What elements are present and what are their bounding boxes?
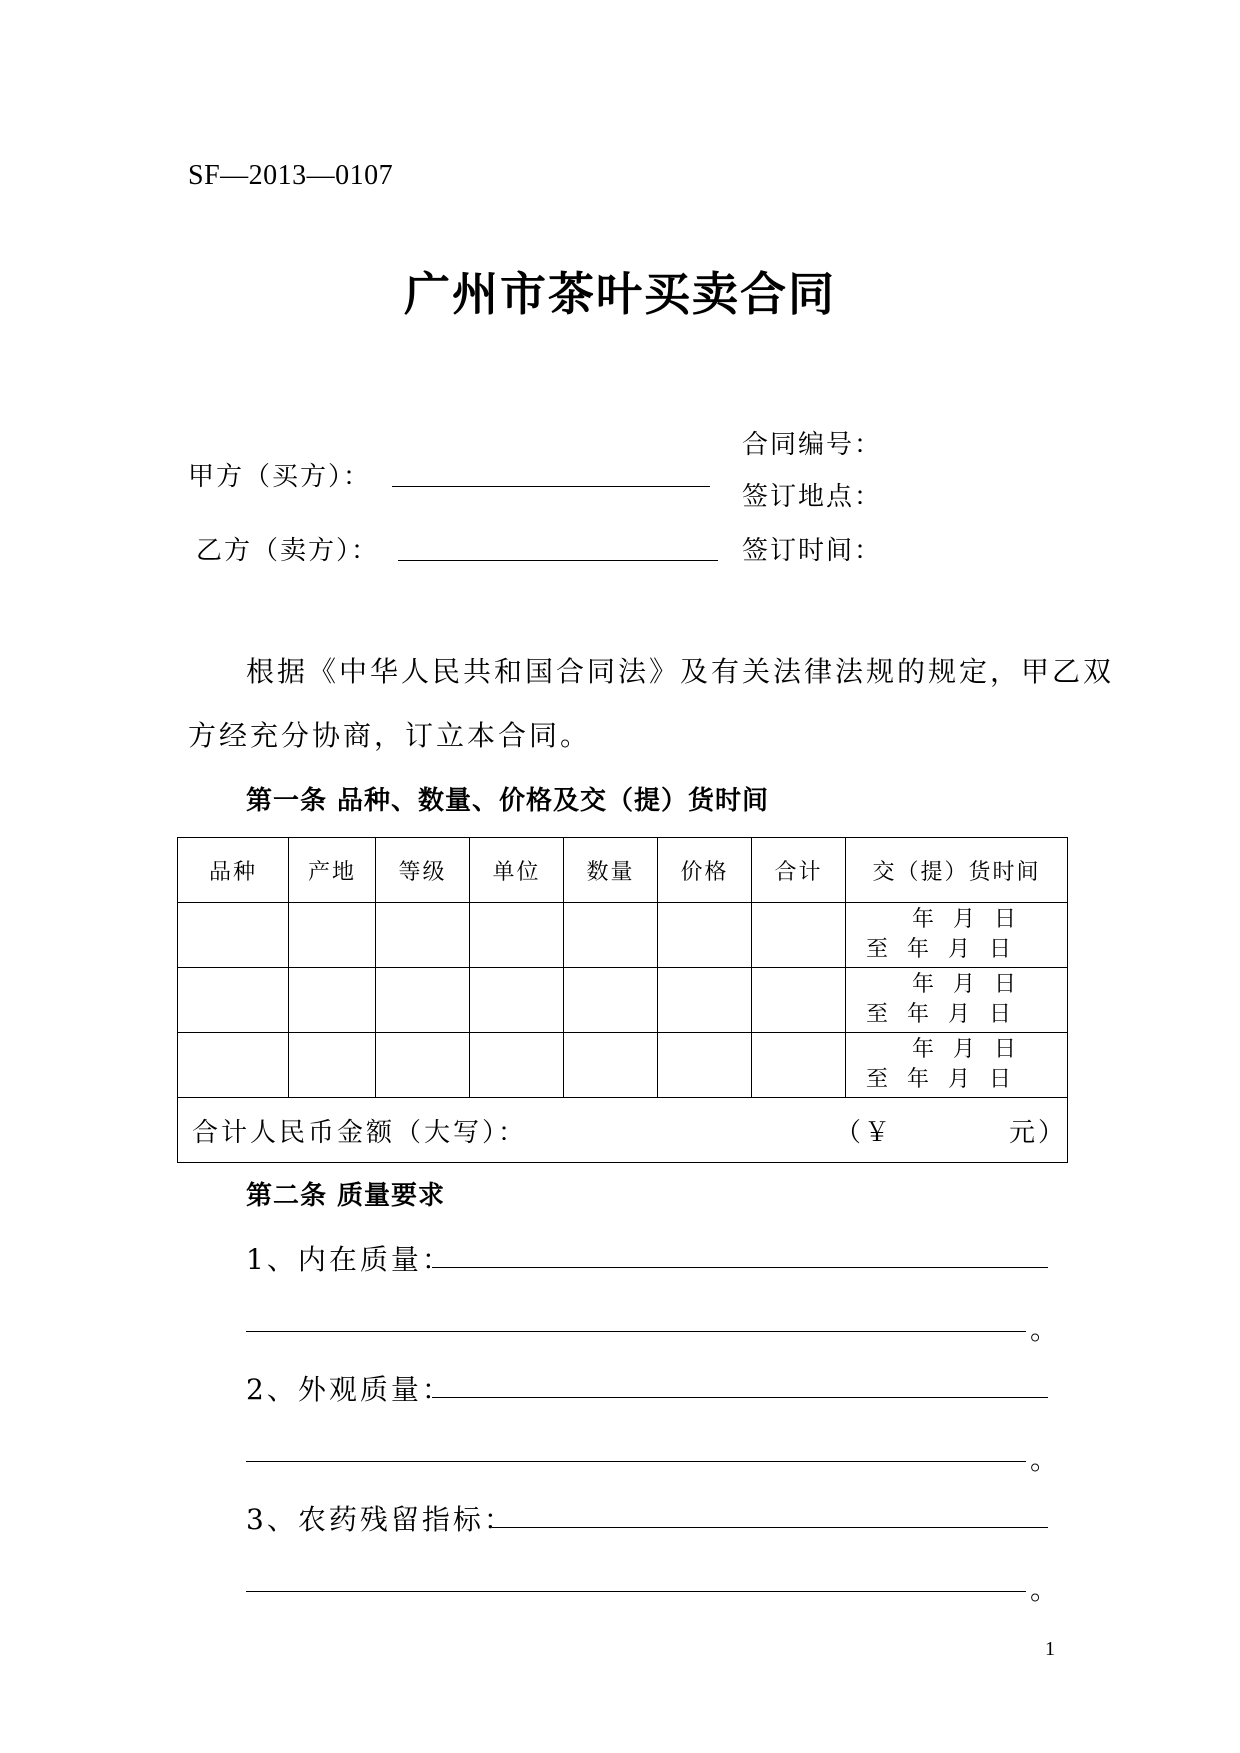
cell-unit[interactable] xyxy=(470,903,564,968)
cell-quantity[interactable] xyxy=(564,1033,658,1098)
total-amount-label: 合计人民币金额（大写）： xyxy=(192,1117,528,1148)
table-row xyxy=(178,1033,1068,1098)
cell-unit[interactable] xyxy=(470,968,564,1033)
cell-subtotal[interactable] xyxy=(752,1033,846,1098)
cell-quantity[interactable] xyxy=(564,903,658,968)
cell-subtotal[interactable] xyxy=(752,903,846,968)
pesticide-residue-blank-2[interactable] xyxy=(246,1591,1026,1592)
cell-delivery-time[interactable] xyxy=(846,1033,1068,1098)
date-from: 年 月 日 xyxy=(912,972,1022,997)
cell-variety[interactable] xyxy=(178,1033,289,1098)
goods-table xyxy=(177,837,1068,1163)
contract-no-label: 合同编号： xyxy=(742,430,883,460)
total-amount-cell[interactable] xyxy=(178,1098,1068,1163)
pesticide-residue-end: 。 xyxy=(1030,1573,1062,1606)
party-b-blank[interactable] xyxy=(398,560,718,561)
preamble-line-2: 方经充分协商，订立本合同。 xyxy=(188,719,592,752)
cell-origin[interactable] xyxy=(289,903,376,968)
intrinsic-quality-blank-2[interactable] xyxy=(246,1331,1026,1332)
contract-title: 广州市茶叶买卖合同 xyxy=(404,267,836,321)
party-b-label: 乙方（卖方）： xyxy=(196,536,380,566)
cell-price[interactable] xyxy=(658,1033,752,1098)
cell-unit[interactable] xyxy=(470,1033,564,1098)
intrinsic-quality-end: 。 xyxy=(1030,1313,1062,1346)
cell-variety[interactable] xyxy=(178,903,289,968)
sign-place-label: 签订地点： xyxy=(742,482,883,512)
cell-quantity[interactable] xyxy=(564,968,658,1033)
col-header-delivery-time: 交（提）货时间 xyxy=(846,838,1068,903)
col-header-price: 价格 xyxy=(658,838,752,903)
col-header-subtotal: 合计 xyxy=(752,838,846,903)
col-header-variety: 品种 xyxy=(178,838,289,903)
sign-time-label: 签订时间： xyxy=(742,536,883,566)
intrinsic-quality-label: 1、内在质量： xyxy=(246,1243,453,1276)
cell-origin[interactable] xyxy=(289,968,376,1033)
col-header-origin: 产地 xyxy=(289,838,376,903)
table-total-row xyxy=(178,1098,1068,1163)
col-header-unit: 单位 xyxy=(470,838,564,903)
pesticide-residue-blank[interactable] xyxy=(492,1527,1048,1528)
document-code: SF—2013—0107 xyxy=(188,160,394,191)
pesticide-residue-label: 3、农药残留指标： xyxy=(246,1503,515,1536)
total-yen-label: （￥ xyxy=(834,1117,893,1148)
col-header-quantity: 数量 xyxy=(564,838,658,903)
table-header-row xyxy=(178,838,1068,903)
date-to: 至 年 月 日 xyxy=(866,1067,1017,1092)
col-header-grade: 等级 xyxy=(376,838,470,903)
cell-price[interactable] xyxy=(658,968,752,1033)
cell-grade[interactable] xyxy=(376,968,470,1033)
cell-subtotal[interactable] xyxy=(752,968,846,1033)
party-a-label: 甲方（买方）： xyxy=(188,462,372,492)
article-1-heading: 第一条 品种、数量、价格及交（提）货时间 xyxy=(246,786,770,816)
appearance-quality-blank[interactable] xyxy=(432,1397,1048,1398)
article-2-heading: 第二条 质量要求 xyxy=(246,1181,446,1211)
date-from: 年 月 日 xyxy=(912,1037,1022,1062)
total-yuan-label: 元） xyxy=(1008,1117,1067,1148)
table-row xyxy=(178,968,1068,1033)
date-to: 至 年 月 日 xyxy=(866,937,1017,962)
preamble-line-1: 根据《中华人民共和国合同法》及有关法律法规的规定，甲乙双 xyxy=(246,655,1115,688)
total-amount-figure xyxy=(835,1112,1067,1149)
cell-origin[interactable] xyxy=(289,1033,376,1098)
table-row xyxy=(178,903,1068,968)
page-number: 1 xyxy=(1045,1638,1055,1660)
cell-grade[interactable] xyxy=(376,1033,470,1098)
intrinsic-quality-blank[interactable] xyxy=(432,1267,1048,1268)
party-a-blank[interactable] xyxy=(392,486,710,487)
cell-variety[interactable] xyxy=(178,968,289,1033)
cell-grade[interactable] xyxy=(376,903,470,968)
appearance-quality-blank-2[interactable] xyxy=(246,1461,1026,1462)
date-from: 年 月 日 xyxy=(912,907,1022,932)
cell-price[interactable] xyxy=(658,903,752,968)
cell-delivery-time[interactable] xyxy=(846,968,1068,1033)
appearance-quality-end: 。 xyxy=(1030,1443,1062,1476)
cell-delivery-time[interactable] xyxy=(846,903,1068,968)
date-to: 至 年 月 日 xyxy=(866,1002,1017,1027)
appearance-quality-label: 2、外观质量： xyxy=(246,1373,453,1406)
